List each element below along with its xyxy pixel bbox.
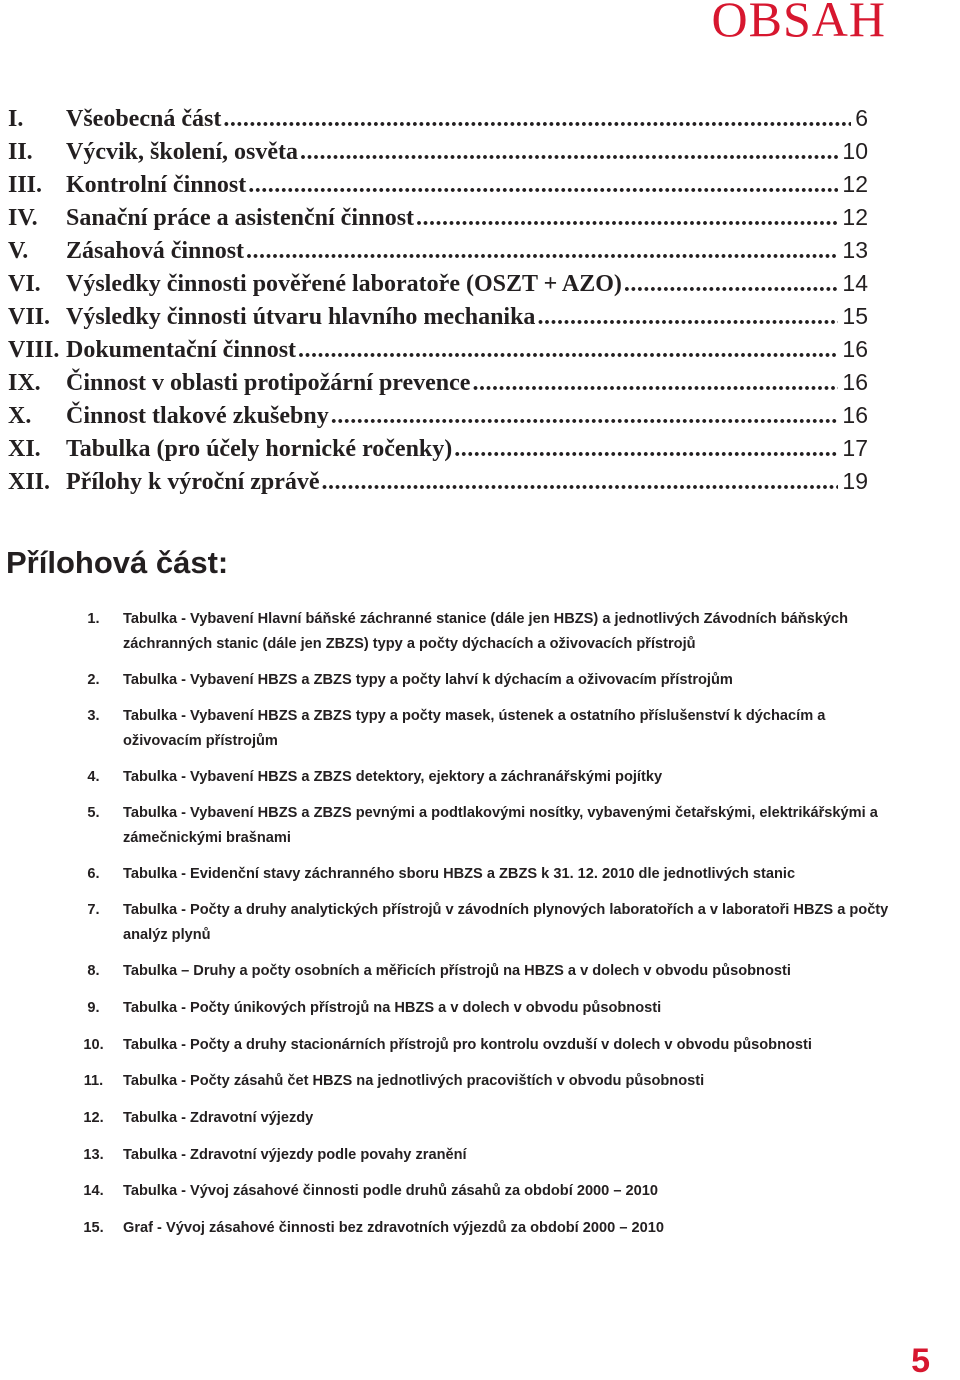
appendix-item-text: Tabulka - Vybavení HBZS a ZBZS pevnými a podtlakovými nosítky, vybavenými četařskými, elektrikářskými a zámečnickými brašnami — [123, 805, 878, 846]
toc-entry-page: 16 — [842, 336, 868, 362]
appendix-item-number: 15. — [83, 1220, 104, 1236]
toc-entry-number: X. — [8, 403, 32, 429]
toc-leader — [331, 403, 839, 430]
toc-entry-title: Všeobecná část — [66, 106, 222, 132]
toc-entry-number: I. — [8, 106, 24, 132]
appendix-item[interactable] — [64, 996, 904, 1021]
toc-leader — [624, 271, 838, 298]
toc-leader — [472, 370, 838, 397]
toc-entry-page: 13 — [842, 237, 868, 263]
toc-entry[interactable] — [8, 402, 868, 435]
toc-entry[interactable] — [8, 270, 868, 303]
toc-entry-page: 17 — [842, 435, 868, 461]
toc-entry-page: 19 — [842, 468, 868, 494]
appendix-item-number: 5. — [87, 805, 100, 821]
appendix-heading: Přílohová část: — [6, 545, 229, 580]
toc-leader — [322, 469, 839, 496]
toc-entry[interactable] — [8, 204, 868, 237]
toc-entry-number: II. — [8, 139, 33, 165]
page-title: OBSAH — [711, 0, 886, 47]
toc-entry[interactable] — [8, 105, 868, 138]
toc-entry-title: Tabulka (pro účely hornické ročenky) — [66, 436, 453, 462]
table-of-contents — [8, 105, 868, 501]
appendix-item-text: Tabulka - Vybavení HBZS a ZBZS typy a počty masek, ústenek a ostatního příslušenství k dýchacím a oživovacím přístrojům — [123, 708, 826, 749]
appendix-item-number: 6. — [87, 866, 100, 882]
appendix-item[interactable] — [64, 959, 904, 984]
toc-entry-number: IX. — [8, 370, 41, 396]
toc-entry-title: Činnost tlakové zkušebny — [66, 403, 329, 429]
appendix-item-number: 9. — [87, 1000, 100, 1016]
appendix-item-text: Tabulka - Vybavení HBZS a ZBZS detektory, ejektory a záchranářskými pojítky — [123, 769, 663, 785]
toc-leader — [248, 172, 838, 199]
appendix-item-text: Tabulka - Zdravotní výjezdy podle povahy zranění — [123, 1147, 467, 1163]
appendix-item-text: Tabulka - Evidenční stavy záchranného sboru HBZS a ZBZS k 31. 12. 2010 dle jednotlivých stanic — [123, 866, 796, 882]
appendix-item-number: 8. — [87, 963, 100, 979]
toc-entry-number: IV. — [8, 205, 38, 231]
appendix-item-text: Tabulka – Druhy a počty osobních a měřicích přístrojů na HBZS a v dolech v obvodu působnosti — [123, 963, 791, 979]
appendix-item-number: 13. — [83, 1147, 104, 1163]
appendix-item-number: 3. — [87, 708, 100, 724]
toc-entry-title: Výsledky činnosti útvaru hlavního mechanika — [66, 304, 536, 330]
toc-entry-number: XI. — [8, 436, 41, 462]
toc-entry[interactable] — [8, 369, 868, 402]
appendix-item-number: 4. — [87, 769, 100, 785]
appendix-item[interactable] — [64, 1179, 904, 1204]
toc-entry-number: VIII. — [8, 337, 60, 363]
toc-entry-title: Zásahová činnost — [66, 238, 245, 264]
toc-entry-page: 16 — [842, 402, 868, 428]
toc-leader — [416, 205, 838, 232]
appendix-item[interactable] — [64, 801, 904, 851]
appendix-item-number: 2. — [87, 672, 100, 688]
appendix-item[interactable] — [64, 1069, 904, 1094]
appendix-item[interactable] — [64, 898, 904, 948]
appendix-item[interactable] — [64, 1033, 904, 1058]
toc-entry-page: 6 — [855, 105, 868, 131]
toc-leader — [300, 139, 838, 166]
appendix-item-text: Graf - Vývoj zásahové činnosti bez zdravotních výjezdů za období 2000 – 2010 — [123, 1220, 664, 1236]
toc-entry[interactable] — [8, 336, 868, 369]
toc-entry[interactable] — [8, 468, 868, 501]
appendix-item[interactable] — [64, 607, 904, 657]
appendix-item-number: 12. — [83, 1110, 104, 1126]
toc-leader — [537, 304, 838, 331]
appendix-item-number: 11. — [83, 1073, 104, 1089]
appendix-item-text: Tabulka - Počty a druhy analytických přístrojů v závodních plynových laboratořích a v laboratoři HBZS a počty analýz plynů — [123, 902, 889, 943]
appendix-item-number: 1. — [87, 611, 100, 627]
toc-entry-title: Činnost v oblasti protipožární prevence — [66, 370, 471, 396]
toc-entry[interactable] — [8, 138, 868, 171]
toc-entry-number: V. — [8, 238, 29, 264]
toc-entry-page: 15 — [842, 303, 868, 329]
toc-entry-number: VII. — [8, 304, 51, 330]
appendix-item-number: 14. — [83, 1183, 104, 1199]
toc-entry-page: 12 — [842, 171, 868, 197]
toc-entry-page: 10 — [842, 138, 868, 164]
appendix-item-text: Tabulka - Počty zásahů čet HBZS na jednotlivých pracovištích v obvodu působnosti — [123, 1073, 705, 1089]
appendix-item[interactable] — [64, 1106, 904, 1131]
appendix-item[interactable] — [64, 668, 904, 693]
toc-entry-title: Výcvik, školení, osvěta — [66, 139, 299, 165]
appendix-list — [64, 607, 904, 1241]
toc-entry-title: Výsledky činnosti pověřené laboratoře (OSZT + AZO) — [66, 271, 622, 297]
appendix-item-text: Tabulka - Počty a druhy stacionárních přístrojů pro kontrolu ovzduší v dolech v obvodu působnosti — [123, 1037, 812, 1053]
appendix-item-text: Tabulka - Vybavení HBZS a ZBZS typy a počty lahví k dýchacím a oživovacím přístrojům — [123, 672, 733, 688]
toc-entry[interactable] — [8, 435, 868, 468]
toc-entry-page: 14 — [842, 270, 868, 296]
toc-entry[interactable] — [8, 237, 868, 270]
appendix-item-number: 10. — [83, 1037, 104, 1053]
appendix-item-text: Tabulka - Vývoj zásahové činnosti podle druhů zásahů za období 2000 – 2010 — [123, 1183, 658, 1199]
toc-entry[interactable] — [8, 171, 868, 204]
appendix-item-text: Tabulka - Počty únikových přístrojů na HBZS a v dolech v obvodu působnosti — [123, 1000, 662, 1016]
appendix-item[interactable] — [64, 862, 904, 887]
toc-leader — [454, 436, 838, 463]
toc-entry[interactable] — [8, 303, 868, 336]
toc-entry-page: 16 — [842, 369, 868, 395]
toc-entry-title: Sanační práce a asistenční činnost — [66, 205, 415, 231]
appendix-item-text: Tabulka - Vybavení Hlavní báňské záchranné stanice (dále jen HBZS) a jednotlivých Závodních báňských záchranných stanic (dále jen ZBZS) typy a počty dýchacích a oživovacích přístrojů — [123, 611, 849, 652]
toc-leader — [223, 106, 851, 133]
appendix-item-text: Tabulka - Zdravotní výjezdy — [123, 1110, 314, 1126]
toc-leader — [298, 337, 838, 364]
toc-entry-title: Kontrolní činnost — [66, 172, 247, 198]
appendix-item[interactable] — [64, 765, 904, 790]
appendix-item[interactable] — [64, 704, 904, 754]
appendix-item[interactable] — [64, 1143, 904, 1168]
toc-entry-number: XII. — [8, 469, 51, 495]
page-number: 5 — [911, 1342, 930, 1380]
toc-entry-number: VI. — [8, 271, 41, 297]
toc-entry-title: Přílohy k výroční zprávě — [66, 469, 320, 495]
appendix-item[interactable] — [64, 1216, 904, 1241]
toc-leader — [246, 238, 838, 265]
toc-entry-page: 12 — [842, 204, 868, 230]
toc-entry-number: III. — [8, 172, 43, 198]
appendix-item-number: 7. — [87, 902, 100, 918]
toc-entry-title: Dokumentační činnost — [66, 337, 297, 363]
